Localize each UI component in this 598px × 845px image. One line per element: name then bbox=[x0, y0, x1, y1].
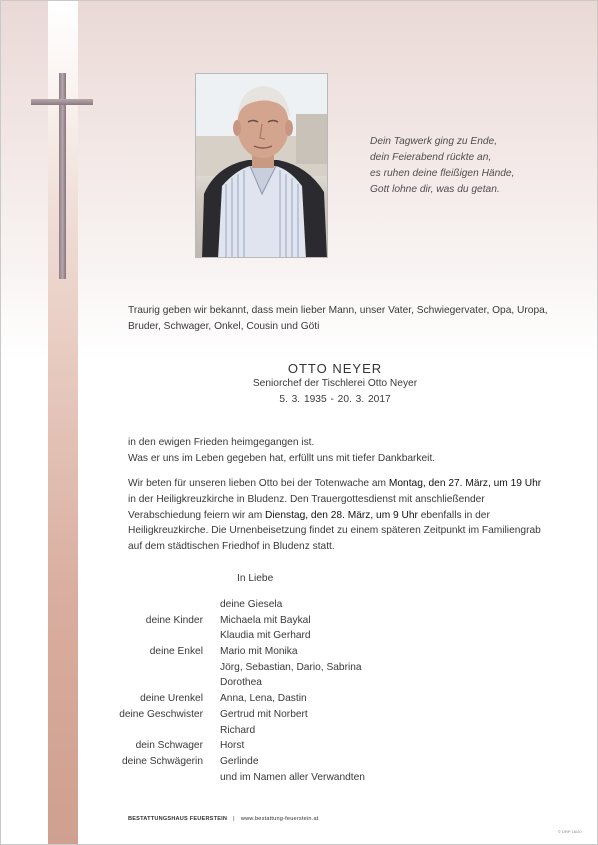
poem-line: Dein Tagwerk ging zu Ende, bbox=[370, 136, 498, 147]
copyright-note: © DRP 16/20 bbox=[558, 829, 582, 834]
family-row bbox=[101, 630, 501, 646]
funeral-home-name: BESTATTUNGSHAUS FEUERSTEIN bbox=[128, 816, 228, 822]
poem-line: es ruhen deine fleißigen Hände, bbox=[370, 168, 515, 179]
intro-text: Traurig geben wir bekannt, dass mein lieber Mann, unser Vater, Schwiegervater, Opa, Uropa, Bruder, Schwager, Onkel, Cousin und Göti bbox=[128, 305, 548, 332]
family-names: Gerlinde bbox=[220, 755, 259, 767]
family-role bbox=[101, 599, 220, 615]
family-list bbox=[101, 599, 501, 787]
life-dates: 5. 3. 1935 - 20. 3. 2017 bbox=[279, 394, 391, 405]
funeral-date: Dienstag, den 28. März, um 9 Uhr bbox=[265, 509, 418, 521]
portrait-photo bbox=[195, 73, 328, 258]
family-role bbox=[101, 630, 220, 646]
family-names: Klaudia mit Gerhard bbox=[220, 630, 311, 642]
family-row bbox=[101, 693, 501, 709]
vigil-date: Montag, den 27. März, um 19 Uhr bbox=[388, 478, 542, 489]
family-row bbox=[101, 725, 501, 741]
footer bbox=[128, 816, 319, 822]
family-row bbox=[101, 615, 501, 631]
family-names: Michaela mit Baykal bbox=[220, 614, 311, 626]
family-row bbox=[101, 756, 501, 772]
family-names: Mario mit Monika bbox=[220, 646, 298, 658]
family-row bbox=[101, 677, 501, 693]
passing-text bbox=[128, 435, 548, 467]
family-role bbox=[101, 725, 220, 741]
family-names: deine Giesela bbox=[220, 599, 283, 610]
funeral-home-url[interactable]: www.bestattung-feuerstein.at bbox=[240, 816, 319, 822]
family-names: Gertrud mit Norbert bbox=[220, 708, 308, 720]
family-row bbox=[101, 662, 501, 678]
deceased-title: Seniorchef der Tischlerei Otto Neyer bbox=[252, 378, 418, 389]
family-role: dein Schwager bbox=[135, 740, 203, 752]
cross-icon-crossbar bbox=[31, 99, 93, 105]
family-role: deine Schwägerin bbox=[122, 755, 203, 767]
family-row bbox=[101, 646, 501, 662]
poem-line: Gott lohne dir, was du getan. bbox=[370, 184, 500, 195]
service-details bbox=[128, 476, 548, 555]
gratitude-line: Was er uns im Leben gegeben hat, erfüllt uns mit tiefer Dankbarkeit. bbox=[128, 452, 436, 464]
family-names: Anna, Lena, Dastin bbox=[220, 693, 307, 705]
poem-line: dein Feierabend rückte an, bbox=[370, 152, 492, 163]
family-role: deine Kinder bbox=[145, 614, 203, 626]
family-role bbox=[101, 772, 220, 788]
family-names: Richard bbox=[220, 724, 256, 736]
poem bbox=[370, 134, 570, 198]
family-names: Horst bbox=[220, 740, 245, 752]
family-row bbox=[101, 709, 501, 725]
family-role: deine Urenkel bbox=[140, 693, 203, 705]
deceased-name: OTTO NEYER bbox=[287, 361, 383, 376]
family-row bbox=[101, 772, 501, 788]
family-row bbox=[101, 599, 501, 615]
family-row bbox=[101, 740, 501, 756]
service-text: ebenfalls in der Heiligkreuzkirche. Die Urnenbeisetzung findet zu einem späteren Zeitpunkt im Familiengrab auf dem städtischen Friedhof in Bludenz statt. bbox=[128, 509, 541, 553]
service-text: in der Heiligkreuzkirche in Bludenz. Den Trauergottesdienst mit anschließender Verabschiedung feiern wir am bbox=[128, 493, 485, 521]
passing-line: in den ewigen Frieden heimgegangen ist. bbox=[128, 437, 315, 448]
family-names: Dorothea bbox=[220, 677, 262, 689]
service-text: Wir beten für unseren lieben Otto bei der Totenwache am bbox=[128, 478, 389, 489]
family-names: Jörg, Sebastian, Dario, Sabrina bbox=[220, 661, 362, 673]
family-role: deine Enkel bbox=[149, 646, 203, 658]
footer-separator: | bbox=[233, 816, 235, 822]
family-names: und im Namen aller Verwandten bbox=[220, 771, 365, 783]
family-role bbox=[101, 677, 220, 693]
family-role: deine Geschwister bbox=[119, 708, 203, 720]
in-liebe-label: In Liebe bbox=[237, 573, 274, 584]
family-role bbox=[101, 662, 220, 678]
